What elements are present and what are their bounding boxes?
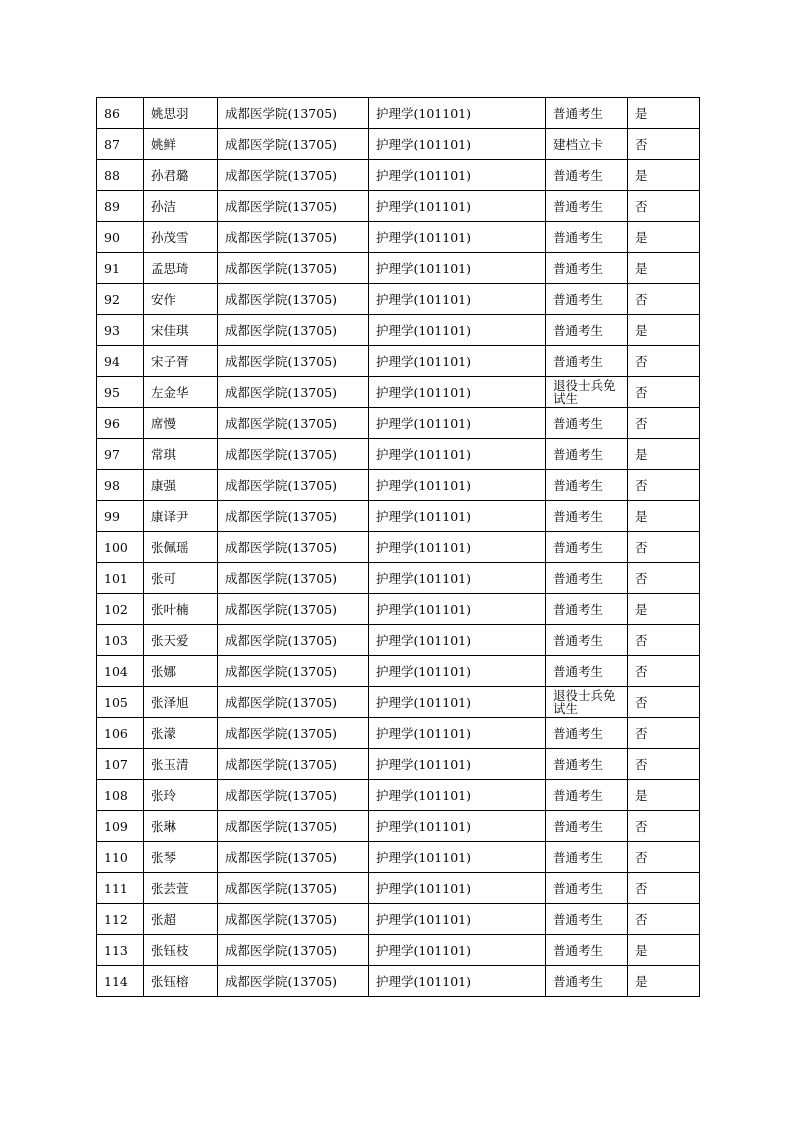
- candidate-type-cell: 普通考生: [546, 315, 628, 346]
- row-number-cell: 101: [97, 563, 144, 594]
- major-cell: 护理学(101101): [369, 377, 546, 408]
- candidate-type-cell: 普通考生: [546, 470, 628, 501]
- student-name-cell: 张琴: [144, 842, 218, 873]
- row-number-cell: 96: [97, 408, 144, 439]
- row-number-cell: 107: [97, 749, 144, 780]
- table-row: [97, 935, 700, 966]
- row-number-cell: 110: [97, 842, 144, 873]
- row-number-cell: 104: [97, 656, 144, 687]
- row-number-cell: 90: [97, 222, 144, 253]
- student-name-cell: 张濛: [144, 718, 218, 749]
- student-name-cell: 张可: [144, 563, 218, 594]
- major-cell: 护理学(101101): [369, 253, 546, 284]
- roster-table: [96, 97, 700, 997]
- candidate-type-cell: 普通考生: [546, 532, 628, 563]
- table-row: [97, 966, 700, 997]
- row-number-cell: 94: [97, 346, 144, 377]
- candidate-type-cell: 退役士兵免试生: [546, 377, 628, 408]
- candidate-type-cell: 普通考生: [546, 501, 628, 532]
- table-row: [97, 253, 700, 284]
- flag-cell: 否: [628, 408, 700, 439]
- flag-cell: 否: [628, 842, 700, 873]
- school-cell: 成都医学院(13705): [218, 408, 369, 439]
- school-cell: 成都医学院(13705): [218, 625, 369, 656]
- table-row: [97, 129, 700, 160]
- student-name-cell: 姚鲜: [144, 129, 218, 160]
- candidate-type-cell: 普通考生: [546, 160, 628, 191]
- school-cell: 成都医学院(13705): [218, 284, 369, 315]
- table-row: [97, 222, 700, 253]
- major-cell: 护理学(101101): [369, 408, 546, 439]
- school-cell: 成都医学院(13705): [218, 470, 369, 501]
- school-cell: 成都医学院(13705): [218, 253, 369, 284]
- student-name-cell: 张泽旭: [144, 687, 218, 718]
- major-cell: 护理学(101101): [369, 904, 546, 935]
- student-name-cell: 常琪: [144, 439, 218, 470]
- row-number-cell: 100: [97, 532, 144, 563]
- flag-cell: 否: [628, 625, 700, 656]
- flag-cell: 是: [628, 160, 700, 191]
- candidate-type-cell: 普通考生: [546, 439, 628, 470]
- row-number-cell: 112: [97, 904, 144, 935]
- flag-cell: 否: [628, 377, 700, 408]
- major-cell: 护理学(101101): [369, 656, 546, 687]
- major-cell: 护理学(101101): [369, 470, 546, 501]
- major-cell: 护理学(101101): [369, 315, 546, 346]
- candidate-type-cell: 普通考生: [546, 191, 628, 222]
- student-name-cell: 张天爱: [144, 625, 218, 656]
- table-row: [97, 501, 700, 532]
- major-cell: 护理学(101101): [369, 284, 546, 315]
- candidate-type-cell: 普通考生: [546, 253, 628, 284]
- student-name-cell: 宋佳琪: [144, 315, 218, 346]
- row-number-cell: 92: [97, 284, 144, 315]
- major-cell: 护理学(101101): [369, 873, 546, 904]
- flag-cell: 否: [628, 470, 700, 501]
- student-name-cell: 张芸萱: [144, 873, 218, 904]
- major-cell: 护理学(101101): [369, 129, 546, 160]
- flag-cell: 是: [628, 222, 700, 253]
- flag-cell: 是: [628, 501, 700, 532]
- table-row: [97, 718, 700, 749]
- student-name-cell: 孙君璐: [144, 160, 218, 191]
- candidate-type-cell: 普通考生: [546, 811, 628, 842]
- student-name-cell: 康译尹: [144, 501, 218, 532]
- row-number-cell: 113: [97, 935, 144, 966]
- row-number-cell: 109: [97, 811, 144, 842]
- major-cell: 护理学(101101): [369, 842, 546, 873]
- table-row: [97, 873, 700, 904]
- flag-cell: 否: [628, 346, 700, 377]
- major-cell: 护理学(101101): [369, 749, 546, 780]
- candidate-type-cell: 普通考生: [546, 656, 628, 687]
- candidate-type-cell: 普通考生: [546, 842, 628, 873]
- table-row: [97, 780, 700, 811]
- row-number-cell: 102: [97, 594, 144, 625]
- flag-cell: 否: [628, 904, 700, 935]
- major-cell: 护理学(101101): [369, 160, 546, 191]
- flag-cell: 是: [628, 98, 700, 129]
- major-cell: 护理学(101101): [369, 966, 546, 997]
- major-cell: 护理学(101101): [369, 935, 546, 966]
- candidate-type-cell: 普通考生: [546, 98, 628, 129]
- flag-cell: 否: [628, 191, 700, 222]
- school-cell: 成都医学院(13705): [218, 842, 369, 873]
- school-cell: 成都医学院(13705): [218, 346, 369, 377]
- table-row: [97, 284, 700, 315]
- flag-cell: 否: [628, 873, 700, 904]
- school-cell: 成都医学院(13705): [218, 873, 369, 904]
- student-name-cell: 孙洁: [144, 191, 218, 222]
- student-name-cell: 张钰榕: [144, 966, 218, 997]
- major-cell: 护理学(101101): [369, 563, 546, 594]
- row-number-cell: 87: [97, 129, 144, 160]
- candidate-type-cell: 普通考生: [546, 408, 628, 439]
- school-cell: 成都医学院(13705): [218, 904, 369, 935]
- flag-cell: 否: [628, 749, 700, 780]
- school-cell: 成都医学院(13705): [218, 222, 369, 253]
- school-cell: 成都医学院(13705): [218, 532, 369, 563]
- row-number-cell: 89: [97, 191, 144, 222]
- major-cell: 护理学(101101): [369, 718, 546, 749]
- flag-cell: 是: [628, 594, 700, 625]
- major-cell: 护理学(101101): [369, 439, 546, 470]
- flag-cell: 是: [628, 253, 700, 284]
- flag-cell: 否: [628, 532, 700, 563]
- candidate-type-cell: 退役士兵免试生: [546, 687, 628, 718]
- table-row: [97, 470, 700, 501]
- school-cell: 成都医学院(13705): [218, 191, 369, 222]
- candidate-type-cell: 普通考生: [546, 873, 628, 904]
- candidate-type-cell: 普通考生: [546, 625, 628, 656]
- flag-cell: 否: [628, 718, 700, 749]
- student-name-cell: 孟思琦: [144, 253, 218, 284]
- student-name-cell: 张玲: [144, 780, 218, 811]
- table-row: [97, 656, 700, 687]
- row-number-cell: 93: [97, 315, 144, 346]
- candidate-type-cell: 普通考生: [546, 718, 628, 749]
- table-row: [97, 687, 700, 718]
- student-name-cell: 张钰枝: [144, 935, 218, 966]
- table-row: [97, 842, 700, 873]
- flag-cell: 否: [628, 129, 700, 160]
- table-row: [97, 98, 700, 129]
- school-cell: 成都医学院(13705): [218, 129, 369, 160]
- table-row: [97, 532, 700, 563]
- major-cell: 护理学(101101): [369, 532, 546, 563]
- candidate-type-cell: 普通考生: [546, 749, 628, 780]
- student-name-cell: 孙茂雪: [144, 222, 218, 253]
- flag-cell: 是: [628, 439, 700, 470]
- school-cell: 成都医学院(13705): [218, 687, 369, 718]
- major-cell: 护理学(101101): [369, 811, 546, 842]
- table-row: [97, 315, 700, 346]
- major-cell: 护理学(101101): [369, 594, 546, 625]
- school-cell: 成都医学院(13705): [218, 935, 369, 966]
- table-row: [97, 594, 700, 625]
- candidate-type-cell: 普通考生: [546, 904, 628, 935]
- table-row: [97, 811, 700, 842]
- major-cell: 护理学(101101): [369, 222, 546, 253]
- row-number-cell: 91: [97, 253, 144, 284]
- row-number-cell: 114: [97, 966, 144, 997]
- school-cell: 成都医学院(13705): [218, 98, 369, 129]
- row-number-cell: 98: [97, 470, 144, 501]
- row-number-cell: 86: [97, 98, 144, 129]
- table-row: [97, 439, 700, 470]
- row-number-cell: 88: [97, 160, 144, 191]
- row-number-cell: 106: [97, 718, 144, 749]
- student-name-cell: 张娜: [144, 656, 218, 687]
- student-name-cell: 左金华: [144, 377, 218, 408]
- candidate-type-cell: 普通考生: [546, 935, 628, 966]
- student-name-cell: 安作: [144, 284, 218, 315]
- school-cell: 成都医学院(13705): [218, 501, 369, 532]
- candidate-type-cell: 建档立卡: [546, 129, 628, 160]
- row-number-cell: 95: [97, 377, 144, 408]
- table-row: [97, 408, 700, 439]
- school-cell: 成都医学院(13705): [218, 966, 369, 997]
- table-row: [97, 625, 700, 656]
- flag-cell: 是: [628, 966, 700, 997]
- table-row: [97, 191, 700, 222]
- major-cell: 护理学(101101): [369, 780, 546, 811]
- major-cell: 护理学(101101): [369, 191, 546, 222]
- student-name-cell: 张玉清: [144, 749, 218, 780]
- candidate-type-cell: 普通考生: [546, 284, 628, 315]
- school-cell: 成都医学院(13705): [218, 811, 369, 842]
- candidate-type-cell: 普通考生: [546, 594, 628, 625]
- table-row: [97, 904, 700, 935]
- major-cell: 护理学(101101): [369, 501, 546, 532]
- roster-body: [97, 98, 700, 997]
- school-cell: 成都医学院(13705): [218, 749, 369, 780]
- student-name-cell: 康强: [144, 470, 218, 501]
- flag-cell: 否: [628, 687, 700, 718]
- major-cell: 护理学(101101): [369, 687, 546, 718]
- table-row: [97, 377, 700, 408]
- candidate-type-cell: 普通考生: [546, 780, 628, 811]
- school-cell: 成都医学院(13705): [218, 439, 369, 470]
- major-cell: 护理学(101101): [369, 625, 546, 656]
- flag-cell: 是: [628, 935, 700, 966]
- student-name-cell: 张超: [144, 904, 218, 935]
- school-cell: 成都医学院(13705): [218, 780, 369, 811]
- table-row: [97, 160, 700, 191]
- school-cell: 成都医学院(13705): [218, 315, 369, 346]
- flag-cell: 是: [628, 315, 700, 346]
- row-number-cell: 103: [97, 625, 144, 656]
- student-name-cell: 姚思羽: [144, 98, 218, 129]
- student-name-cell: 张叶楠: [144, 594, 218, 625]
- row-number-cell: 97: [97, 439, 144, 470]
- row-number-cell: 105: [97, 687, 144, 718]
- candidate-type-cell: 普通考生: [546, 563, 628, 594]
- school-cell: 成都医学院(13705): [218, 160, 369, 191]
- student-name-cell: 张琳: [144, 811, 218, 842]
- row-number-cell: 108: [97, 780, 144, 811]
- major-cell: 护理学(101101): [369, 346, 546, 377]
- major-cell: 护理学(101101): [369, 98, 546, 129]
- student-name-cell: 宋子胥: [144, 346, 218, 377]
- table-row: [97, 563, 700, 594]
- student-name-cell: 张佩瑶: [144, 532, 218, 563]
- school-cell: 成都医学院(13705): [218, 563, 369, 594]
- school-cell: 成都医学院(13705): [218, 718, 369, 749]
- school-cell: 成都医学院(13705): [218, 594, 369, 625]
- table-row: [97, 749, 700, 780]
- table-row: [97, 346, 700, 377]
- flag-cell: 否: [628, 563, 700, 594]
- candidate-type-cell: 普通考生: [546, 346, 628, 377]
- school-cell: 成都医学院(13705): [218, 377, 369, 408]
- candidate-type-cell: 普通考生: [546, 222, 628, 253]
- candidate-type-cell: 普通考生: [546, 966, 628, 997]
- flag-cell: 否: [628, 656, 700, 687]
- flag-cell: 否: [628, 284, 700, 315]
- row-number-cell: 99: [97, 501, 144, 532]
- school-cell: 成都医学院(13705): [218, 656, 369, 687]
- flag-cell: 否: [628, 811, 700, 842]
- student-name-cell: 席慢: [144, 408, 218, 439]
- row-number-cell: 111: [97, 873, 144, 904]
- flag-cell: 是: [628, 780, 700, 811]
